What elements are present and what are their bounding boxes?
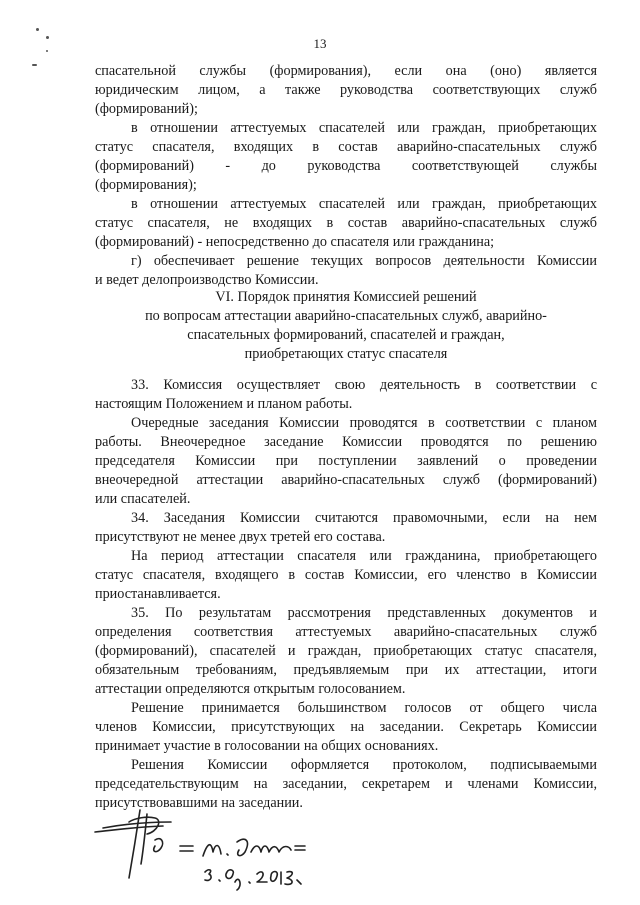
- paragraph-line: г) обеспечивает решение текущих вопросов деятельности Комиссии: [131, 253, 597, 269]
- paragraph-line: внеочередной аттестации аварийно-спасательных служб (формирований): [95, 472, 597, 488]
- paragraph-line: и ведет делопроизводство Комиссии.: [95, 272, 319, 288]
- paragraph-line: (формирований) - непосредственно до спасателя или гражданина;: [95, 234, 495, 250]
- paragraph-line: статус спасателя, не входящих в состав аварийно-спасательных служб: [95, 215, 597, 231]
- paragraph-line: работы. Внеочередное заседание Комиссии проводятся по решению: [95, 434, 597, 450]
- paragraph-line: (формирований) - до руководства соответствующей службы: [95, 158, 597, 174]
- paragraph-line: Решения Комиссии оформляется протоколом, подписываемыми: [131, 757, 597, 773]
- paragraph-line: присутствовавшими на заседании.: [95, 795, 303, 811]
- paragraph-line: приостанавливается.: [95, 586, 221, 602]
- paragraph-line: определения соответствия аттестуемых аварийно-спасательных служб: [95, 624, 597, 640]
- paragraph-line: настоящим Положением и планом работы.: [95, 396, 353, 412]
- paragraph-line: или спасателей.: [95, 491, 191, 507]
- text-block-continuation: [95, 62, 597, 290]
- paragraph-line: (формирований);: [95, 101, 198, 117]
- paragraph-line: председательствующим на заседании, секретарем и членами Комиссии,: [95, 776, 597, 792]
- paragraph-line: 34. Заседания Комиссии считаются правомочными, если на нем: [131, 510, 597, 526]
- paragraph-line: 35. По результатам рассмотрения представленных документов и: [131, 605, 597, 621]
- paragraph-line: Решение принимается большинством голосов от общего числа: [131, 700, 597, 716]
- paragraph-line: 33. Комиссия осуществляет свою деятельность в соответствии с: [131, 377, 597, 393]
- paragraph-line: аттестации определяются открытым голосованием.: [95, 681, 406, 697]
- paragraph-line: председателя Комиссии при поступлении заявлений о проведении: [95, 453, 597, 469]
- paragraph-line: в отношении аттестуемых спасателей или граждан, приобретающих: [131, 120, 597, 136]
- handwritten-signature: [85, 800, 315, 895]
- paragraph-line: юридическим лицом, а также руководства соответствующих служб: [95, 82, 597, 98]
- section-subtitle-line: по вопросам аттестации аварийно-спасательных служб, аварийно-: [145, 308, 547, 324]
- paragraph-line: (формирования);: [95, 177, 197, 193]
- page-number: 13: [313, 36, 327, 51]
- paragraph-line: в отношении аттестуемых спасателей или граждан, приобретающих: [131, 196, 597, 212]
- section-heading: [95, 288, 597, 364]
- paragraph-line: статус спасателя, входящих в состав аварийно-спасательных служб: [95, 139, 597, 155]
- paragraph-line: членов Комиссии, присутствующих на заседании. Секретарь Комиссии: [95, 719, 597, 735]
- paragraph-line: обязательным требованиям, предъявляемым при их аттестации, итоги: [95, 662, 597, 678]
- section-subtitle-line: спасательных формирований, спасателей и граждан,: [187, 327, 505, 343]
- scan-mark: [32, 64, 37, 66]
- paragraph-line: присутствуют не менее двух третей его состава.: [95, 529, 386, 545]
- paragraph-line: спасательной службы (формирования), если она (оно) является: [95, 63, 597, 79]
- scan-mark: [36, 28, 39, 31]
- paragraph-line: Очередные заседания Комиссии проводятся в соответствии с планом: [131, 415, 597, 431]
- section-title: VI. Порядок принятия Комиссией решений: [215, 289, 477, 305]
- section-subtitle-line: приобретающих статус спасателя: [244, 346, 448, 362]
- paragraph-line: статус спасателя, входящего в состав Комиссии, его членство в Комиссии: [95, 567, 597, 583]
- text-block-sections: [95, 376, 597, 813]
- paragraph-line: На период аттестации спасателя или гражданина, приобретающего: [131, 548, 597, 564]
- paragraph-line: принимает участие в голосовании на общих основаниях.: [95, 738, 439, 754]
- paragraph-line: (формирований), спасателей и граждан, приобретающих статус спасателя,: [95, 643, 597, 659]
